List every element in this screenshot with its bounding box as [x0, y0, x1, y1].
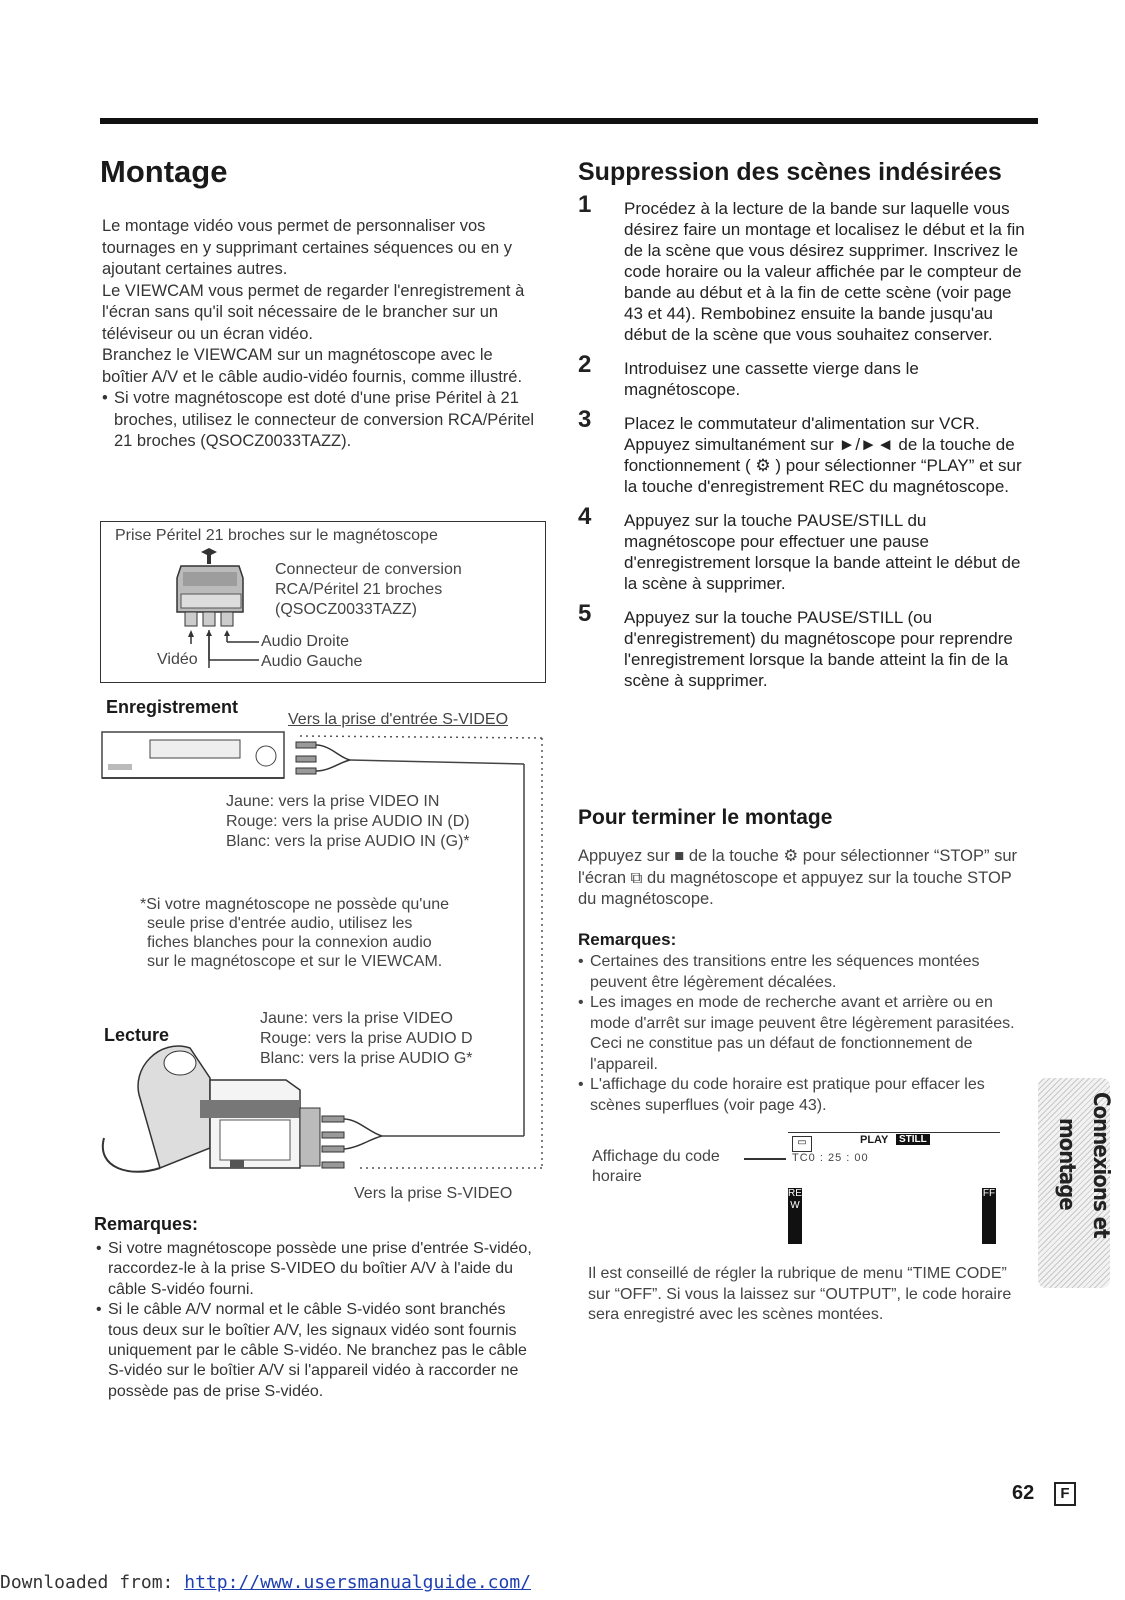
language-box: F	[1054, 1482, 1076, 1506]
screen-border	[788, 1132, 1000, 1133]
remark-item: • Si votre magnétoscope possède une prise d'entrée S-vidéo, raccordez-le à la prise S-VIDEO du boîtier A/V à l'aide du câble S-vidéo fourni.	[96, 1239, 536, 1300]
timecode-display: TC0 : 25 : 00	[792, 1152, 869, 1164]
tc-pointer	[744, 1158, 786, 1160]
intro-text	[102, 216, 542, 453]
step-2	[578, 351, 1028, 400]
audio-left-label: Audio Gauche	[261, 653, 363, 670]
intro-paragraph: Le VIEWCAM vous permet de regarder l'enregistrement à l'écran sans qu'il soit nécessaire de le brancher sur un téléviseur ou un écran vidéo.	[102, 281, 525, 343]
download-footer	[0, 1572, 531, 1593]
remark-item: • Certaines des transitions entre les séquences montées peuvent être légèrement décalées.	[578, 952, 1018, 993]
ff-indicator: FF	[982, 1188, 996, 1244]
step-text: Appuyez sur la touche PAUSE/STILL du magnétoscope pour effectuer une pause d'enregistrement lorsque la bande atteint le début de la scène à supprimer.	[624, 511, 1021, 593]
left-remarks-title: Remarques:	[94, 1214, 199, 1234]
step-text: Procédez à la lecture de la bande sur laquelle vous désirez faire un montage et localisez le début et la fin de la scène que vous désirez supprimer. Inscrivez le code horaire ou la valeur affichée par le compteur de bande au début et à la fin de cette scène (voir page 43 et 44). Rembobinez ensuite la bande jusqu'au début de la scène que vous souhaitez conserver.	[624, 199, 1025, 344]
remark-item: • Si le câble A/V normal et le câble S-vidéo sont branchés tous deux sur le boîtier A/V, les signaux vidéo sont fournis uniquement par le câble S-vidéo. Ne branchez pas le câble S-vidéo sur le boîtier A/V si l'appareil vidéo à raccorder ne possède pas de prise S-vidéo.	[96, 1300, 536, 1402]
bottom-note: Il est conseillé de régler la rubrique de menu “TIME CODE” sur “OFF”. Si vous la laissez sur “OUTPUT”, le code horaire sera enregistré avec les scènes montées.	[588, 1265, 1012, 1323]
rew-indicator: REW	[788, 1188, 802, 1244]
svideo-label: Vers la prise S-VIDEO	[354, 1185, 513, 1202]
note-line: sur le magnétoscope et sur le VIEWCAM.	[147, 953, 443, 970]
connector-label-3: (QSOCZ0033TAZZ)	[275, 601, 417, 618]
right-remarks-title: Remarques:	[578, 930, 677, 949]
play-white-label: Blanc: vers la prise AUDIO G*	[260, 1050, 473, 1067]
step-4	[578, 503, 1028, 594]
left-remarks	[96, 1239, 536, 1402]
vcr-icon	[102, 732, 284, 778]
finish-text: Appuyez sur ■ de la touche ⚙ pour sélectionner “STOP” sur l'écran ⧉ du magnétoscope et appuyez sur la touche STOP du magnétoscope.	[578, 847, 1017, 908]
page-number: 62	[1012, 1482, 1035, 1504]
play-yellow-label: Jaune: vers la prise VIDEO	[260, 1010, 453, 1027]
recording-label: Enregistrement	[106, 697, 239, 717]
finish-title: Pour terminer le montage	[578, 806, 833, 829]
side-tab-label-1: Connexions et	[1088, 1092, 1113, 1238]
right-remarks	[578, 952, 1018, 1116]
play-indicator: PLAY	[860, 1134, 889, 1146]
step-5	[578, 600, 1028, 691]
rec-yellow-label: Jaune: vers la prise VIDEO IN	[226, 793, 440, 810]
audio-right-label: Audio Droite	[261, 633, 350, 650]
step-number: 1	[578, 191, 592, 218]
tc-screen	[788, 1132, 1000, 1244]
intro-bullets	[102, 388, 542, 453]
section-title: Suppression des scènes indésirées	[578, 158, 1002, 186]
step-number: 5	[578, 600, 592, 627]
step-number: 3	[578, 406, 592, 433]
step-text: Appuyez sur la touche PAUSE/STILL (ou d'enregistrement) du magnétoscope pour reprendre l'enregistrement lorsque la bande atteint la fin de la scène à supprimer.	[624, 608, 1013, 690]
tc-label-2: horaire	[592, 1168, 642, 1185]
playback-label: Lecture	[104, 1025, 170, 1045]
step-number: 2	[578, 351, 592, 378]
box-title: Prise Péritel 21 broches sur le magnétoscope	[115, 527, 438, 544]
footer-prefix: Downloaded from:	[0, 1572, 185, 1593]
connector-label-1: Connecteur de conversion	[275, 561, 462, 578]
tc-label-1: Affichage du code	[592, 1148, 720, 1165]
intro-bullet: • Si votre magnétoscope est doté d'une prise Péritel à 21 broches, utilisez le connecteur de conversion RCA/Péritel 21 broches (QSOCZ0033TAZZ).	[102, 388, 542, 453]
footer-link[interactable]: http://www.usersmanualguide.com/	[184, 1572, 532, 1593]
tape-icon: ▭	[792, 1136, 812, 1152]
page-title: Montage	[100, 154, 228, 189]
video-label: Vidéo	[157, 651, 198, 668]
rec-white-label: Blanc: vers la prise AUDIO IN (G)*	[226, 833, 470, 850]
step-1	[578, 191, 1028, 345]
rec-red-label: Rouge: vers la prise AUDIO IN (D)	[226, 813, 470, 830]
note-line: *Si votre magnétoscope ne possède qu'une	[140, 896, 450, 913]
steps-list	[578, 191, 1028, 691]
note-line: fiches blanches pour la connexion audio	[147, 934, 432, 951]
intro-paragraph: Le montage vidéo vous permet de personnaliser vos tournages en y supprimant certaines séquences ou en y ajoutant certaines autres.	[102, 217, 513, 278]
note-line: seule prise d'entrée audio, utilisez les	[147, 915, 413, 932]
top-rule	[100, 118, 1038, 124]
connector-label-2: RCA/Péritel 21 broches	[275, 581, 443, 598]
step-3	[578, 406, 1028, 497]
svideo-in-label: Vers la prise d'entrée S-VIDEO	[288, 711, 509, 728]
step-number: 4	[578, 503, 592, 530]
step-text: Introduisez une cassette vierge dans le magnétoscope.	[624, 359, 919, 399]
still-indicator: STILL	[896, 1134, 930, 1145]
step-text: Placez le commutateur d'alimentation sur VCR. Appuyez simultanément sur ►/►◄ de la touche de fonctionnement ( ⚙ ) pour sélectionner “PLAY” et sur la touche d'enregistrement REC du magnétoscope.	[624, 414, 1022, 496]
remark-item: • L'affichage du code horaire est pratique pour effacer les scènes superflues (voir page 43).	[578, 1075, 1018, 1116]
remark-item: • Les images en mode de recherche avant et arrière ou en mode d'arrêt sur image peuvent être légèrement parasitées. Ceci ne constitue pas un défaut de fonctionnement de l'appareil.	[578, 993, 1018, 1075]
side-tab-label-2: montage	[1054, 1118, 1079, 1210]
play-red-label: Rouge: vers la prise AUDIO D	[260, 1030, 473, 1047]
intro-paragraph: Branchez le VIEWCAM sur un magnétoscope avec le boîtier A/V et le câble audio-vidéo fournis, comme illustré.	[102, 346, 523, 386]
scart-box	[100, 521, 546, 683]
